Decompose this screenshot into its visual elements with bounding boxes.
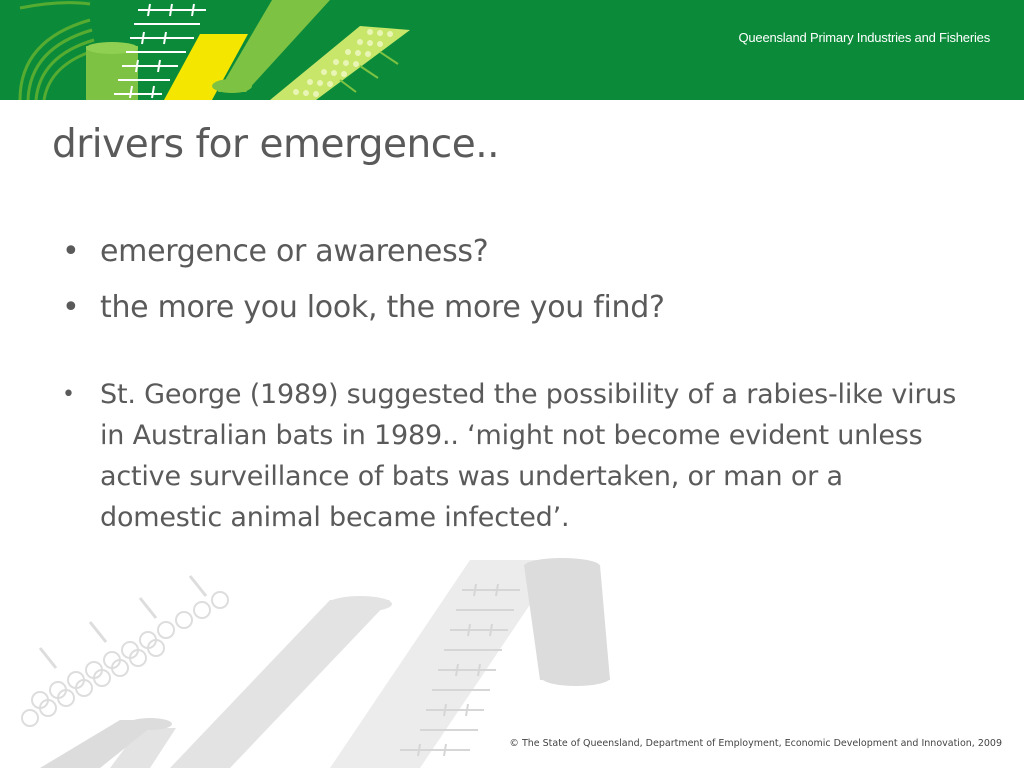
bullet-item: • St. George (1989) suggested the possibility of a rabies-like virus in Australian bats in 1989.. ‘might not become evident unless active surveillance of bats was undertaken, or man or a domestic animal became infected’. (62, 374, 962, 538)
header-decoration (0, 0, 1024, 100)
bullet-item: • emergence or awareness? (62, 232, 962, 272)
bullet-item: • the more you look, the more you find? (62, 288, 962, 328)
copyright-footer: © The State of Queensland, Department of Employment, Economic Development and Innovation, 2009 (509, 738, 1002, 749)
bullet-list (62, 232, 962, 538)
organization-name: Queensland Primary Industries and Fisheries (738, 30, 990, 45)
slide-title: drivers for emergence.. (52, 122, 499, 167)
header-banner (0, 0, 1024, 100)
